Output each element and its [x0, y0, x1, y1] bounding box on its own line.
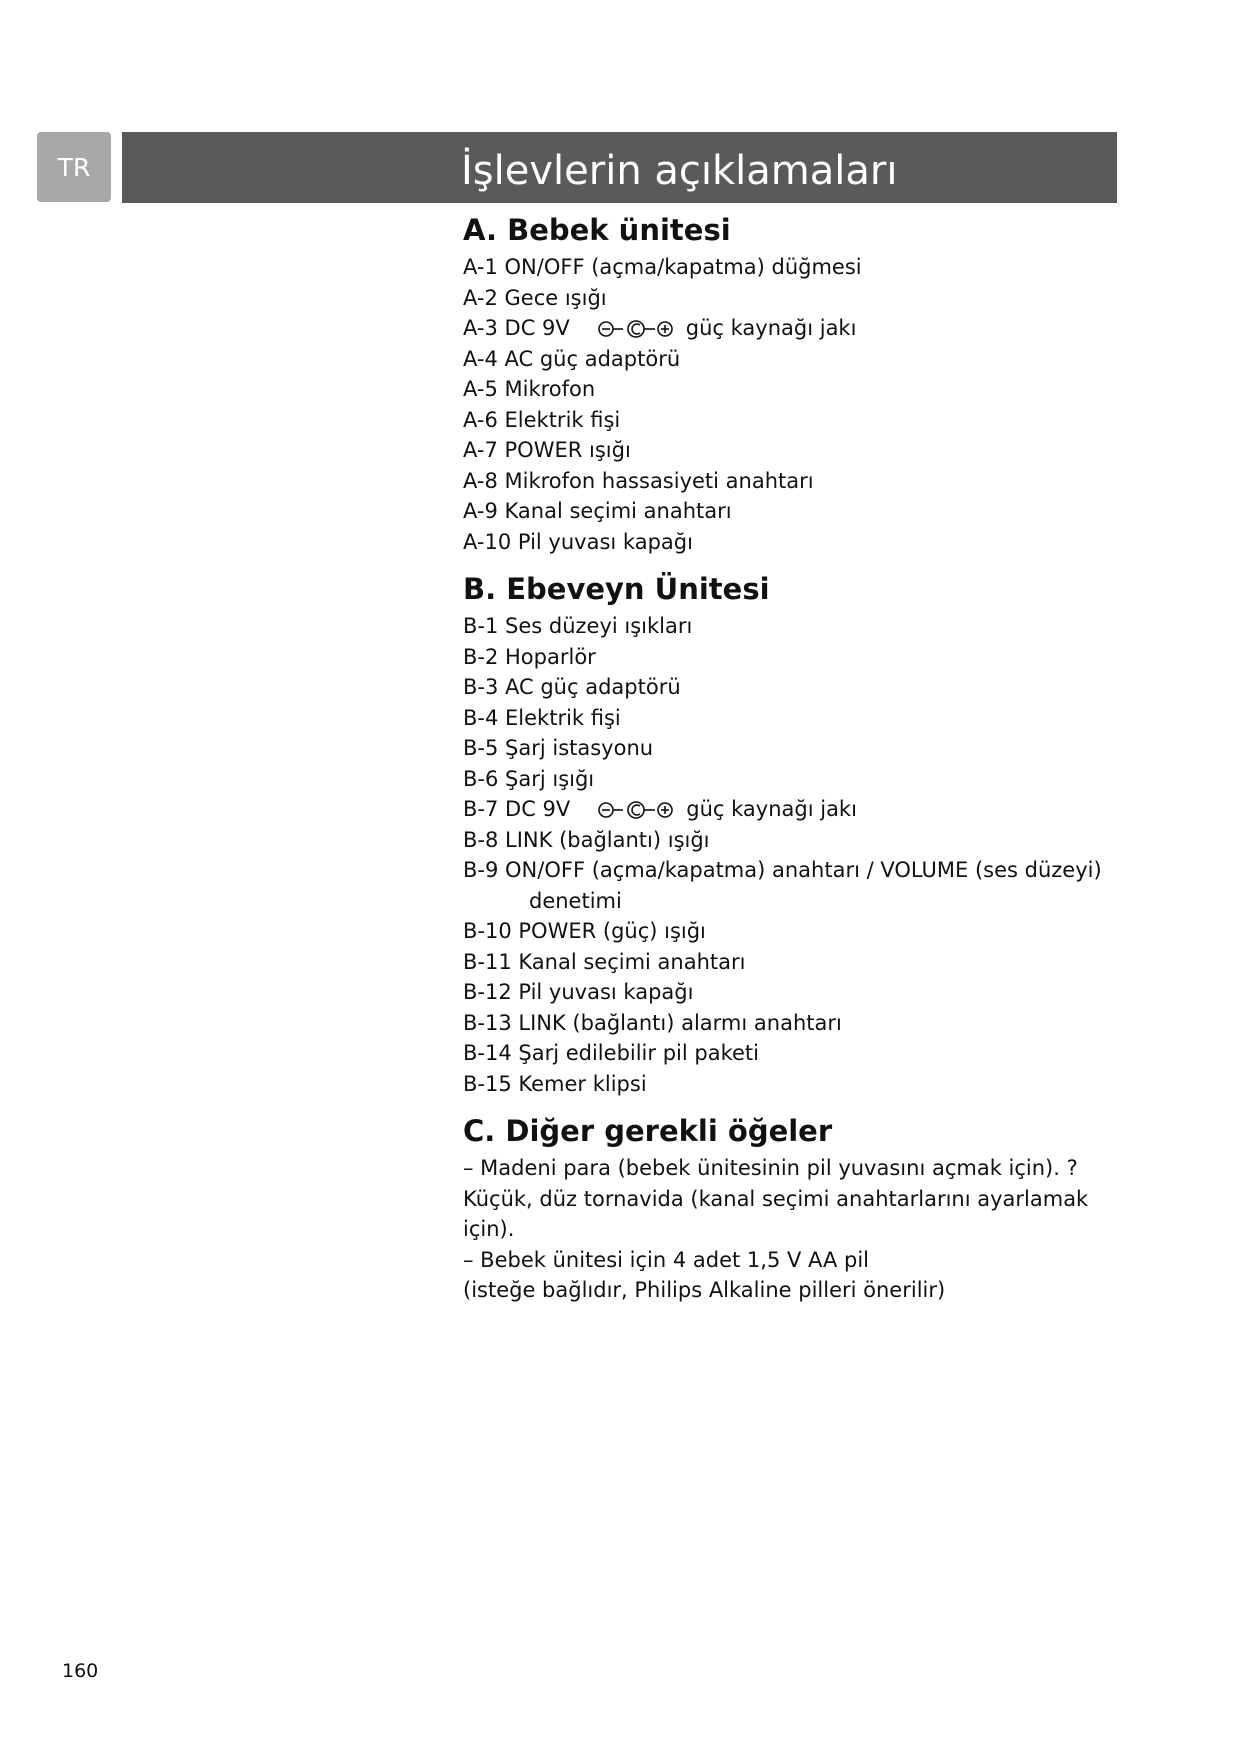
item-text: B-7 DC 9V: [463, 797, 571, 821]
item-text: A-3 DC 9V: [463, 316, 570, 340]
content: [463, 208, 1163, 1316]
list-item: A-7 POWER ışığı: [463, 438, 631, 462]
item-text-continued: denetimi: [529, 888, 622, 913]
item-list: [463, 611, 1163, 1099]
list-item: B-13 LINK (bağlantı) alarmı anahtarı: [463, 1010, 842, 1035]
item-text: güç kaynağı jakı: [685, 316, 857, 340]
list-item: A-4 AC güç adaptörü: [463, 346, 681, 371]
page-title: İşlevlerin açıklamaları: [461, 148, 898, 194]
list-item: [463, 794, 1163, 825]
list-item: B-12 Pil yuvası kapağı: [463, 980, 694, 1004]
list-item: B-3 AC güç adaptörü: [463, 675, 681, 699]
list-item: A-10 Pil yuvası kapağı: [463, 529, 693, 554]
list-item: A-6 Elektrik fişi: [463, 407, 621, 432]
list-item: A-2 Gece ışığı: [463, 285, 607, 310]
section-baby-unit: [463, 208, 1163, 557]
item-text: – Madeni para (bebek ünitesinin pil yuvasını açmak için). ?: [463, 1156, 1078, 1180]
language-tab: TR: [37, 132, 111, 202]
list-item: A-9 Kanal seçimi anahtarı: [463, 499, 732, 523]
item-text: Küçük, düz tornavida (kanal seçimi anahtarlarını ayarlamak: [463, 1186, 1089, 1211]
section-other-items: [463, 1109, 1163, 1306]
list-item: A-8 Mikrofon hassasiyeti anahtarı: [463, 468, 814, 493]
list-item: B-6 Şarj ışığı: [463, 766, 595, 791]
section-title: C. Diğer gerekli öğeler: [463, 1114, 833, 1148]
item-text: (isteğe bağlıdır, Philips Alkaline pilleri önerilir): [463, 1278, 946, 1302]
dc-polarity-icon: [596, 799, 676, 821]
list-item: B-11 Kanal seçimi anahtarı: [463, 949, 746, 974]
list-item: B-14 Şarj edilebilir pil paketi: [463, 1041, 759, 1065]
list-item: [463, 313, 1163, 344]
page-number: 160: [62, 1660, 99, 1682]
dc-polarity-icon: [596, 318, 676, 340]
list-item: B-15 Kemer klipsi: [463, 1071, 647, 1096]
list-item: B-2 Hoparlör: [463, 644, 596, 669]
item-text: – Bebek ünitesi için 4 adet 1,5 V AA pil: [463, 1247, 870, 1272]
item-text: güç kaynağı jakı: [686, 797, 857, 821]
item-text: B-9 ON/OFF (açma/kapatma) anahtarı / VOLUME (ses düzeyi): [463, 858, 1102, 882]
list-item: B-1 Ses düzeyi ışıkları: [463, 614, 693, 638]
section-parent-unit: [463, 567, 1163, 1099]
list-item: B-10 POWER (güç) ışığı: [463, 919, 706, 943]
section-title: A. Bebek ünitesi: [463, 213, 731, 247]
list-item: A-5 Mikrofon: [463, 377, 596, 401]
item-text: için).: [463, 1217, 515, 1241]
list-item: B-5 Şarj istasyonu: [463, 736, 654, 760]
item-list: [463, 252, 1163, 557]
list-item: B-4 Elektrik fişi: [463, 705, 621, 730]
list-item: B-8 LINK (bağlantı) ışığı: [463, 827, 710, 852]
list-item: [463, 1245, 1163, 1306]
list-item: [463, 1153, 1163, 1245]
list-item: [463, 855, 1163, 916]
list-item: A-1 ON/OFF (açma/kapatma) düğmesi: [463, 255, 862, 279]
section-title: B. Ebeveyn Ünitesi: [463, 572, 770, 606]
